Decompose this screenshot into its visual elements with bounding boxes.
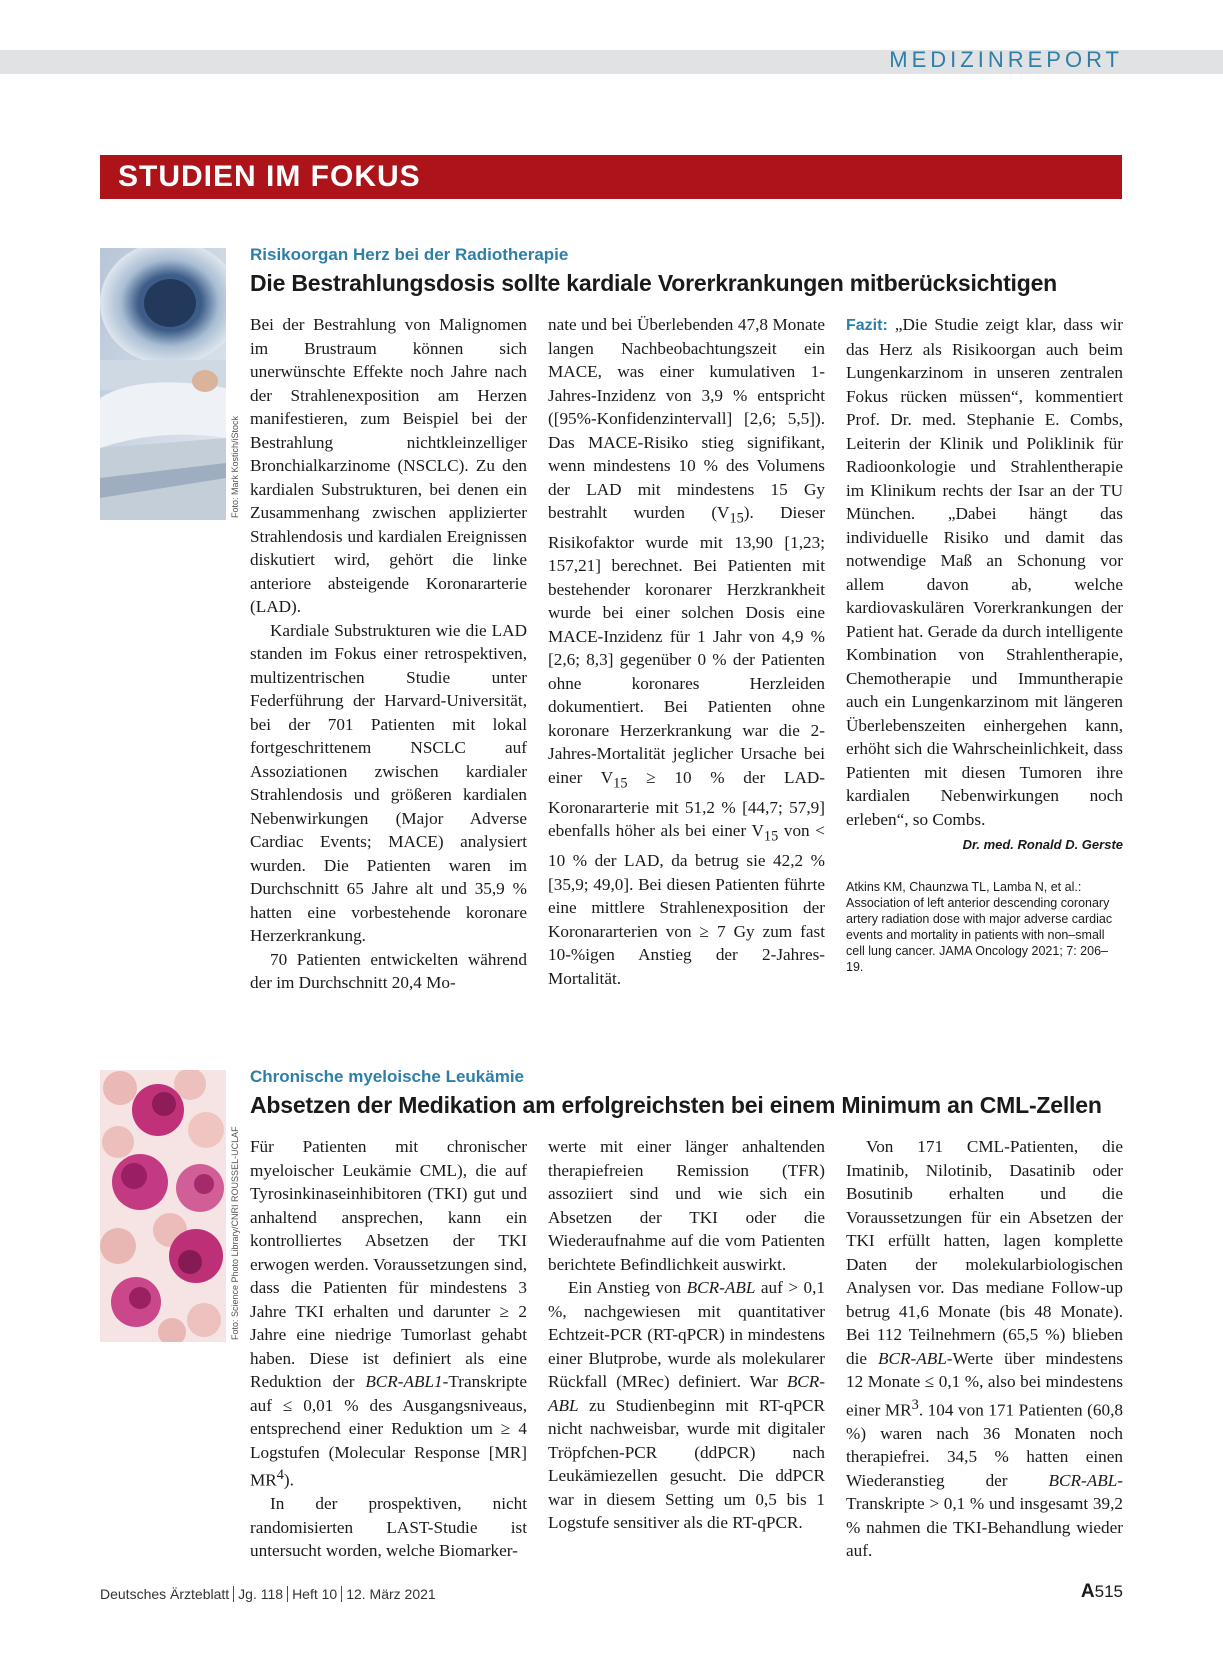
gene-name: BCR-ABL [686, 1278, 756, 1297]
text-run: Von 171 CML-Patienten, die Imatinib, Nilotinib, Dasatinib oder Bosutinib erhalten und die Voraussetzungen für ein Absetzen der TKI erfüllt hatten, lagen komplette Daten der molekularbiologischen Analysen vor. Das mediane Follow-up betrug 41,6 Monate (bis 48 Monate). Bei 112 Teilnehmern (65,5 %) blieben die [846, 1137, 1123, 1368]
text-run: zu Studienbeginn mit RT-qPCR nicht nachweisbar, wurde mit digitaler Tröpfchen-PCR (ddPCR) nach Leukämiezellen gesucht. Die ddPCR war in diesem Setting um 0,5 bis 1 Logstufe sensitiver als die RT-qPCR. [548, 1395, 825, 1532]
divider [233, 1586, 234, 1602]
text-run: ≥ 10 % der LAD-Koronararterie mit 51,2 % [44,7; 57,9] ebenfalls höher als bei einer V [548, 767, 825, 841]
subscript: 15 [613, 775, 628, 792]
gene-name: BCR-ABL [548, 1372, 825, 1415]
text-run: Für Patienten mit chronischer myeloischer Leukämie CML), die auf Tyrosinkinaseinhibitoren (TKI) gut und anhaltend ansprechen, kann ein kontrolliertes Absetzen der TKI erwogen werden. Voraussetzungen sind, dass die Patienten für mindestens 3 Jahre TKI erhalten und darunter ≥ 2 Jahre eine niedrige Tumorlast gehabt haben. Diese ist definiert als eine Reduktion der [250, 1137, 527, 1391]
text-run: ). [283, 1470, 294, 1490]
page-prefix: A [1080, 1581, 1095, 1602]
article2-kicker: Chronische myeloische Leukämie [250, 1067, 524, 1086]
volume: Jg. 118 [238, 1586, 284, 1602]
article2-column-1 [250, 1135, 527, 1563]
superscript: 4 [276, 1467, 284, 1483]
divider [287, 1586, 288, 1602]
text-run: Ein Anstieg von [568, 1278, 687, 1297]
fazit-paragraph [846, 313, 1123, 831]
gene-name: BCR-ABL [878, 1348, 947, 1368]
radiotherapy-photo [100, 248, 226, 520]
banner-title: STUDIEN IM FOKUS [118, 160, 421, 193]
paragraph [548, 1276, 825, 1535]
radiotherapy-illustration [100, 248, 226, 520]
photo-credit: Foto: Mark Kostich/iStock [230, 415, 240, 518]
text-run: -Transkripte auf ≤ 0,01 % des Ausgangsniveaus, entsprechend einer Reduktion um ≥ 4 Logstufen (Molecular Response [MR] MR [250, 1372, 527, 1490]
paragraph: werte mit einer länger anhaltenden therapiefreien Remission (TFR) assoziiert sind und wie sich ein Absetzen der TKI oder die Wiederaufnahme auf die vom Patienten berichtete Befindlichkeit auswirkt. [548, 1137, 825, 1274]
page-number [1081, 1581, 1123, 1603]
divider [341, 1586, 342, 1602]
text-run: auf > 0,1 %, nachgewiesen mit quantitativer Echtzeit-PCR (RT-qPCR) in mindestens einer Blutprobe, wurde als molekularer Rückfall (MRec) definiert. War [548, 1278, 826, 1391]
article2-column-2 [548, 1135, 825, 1535]
paragraph: In der prospektiven, nicht randomisierten LAST-Studie ist untersucht worden, welche Biomarker- [250, 1494, 527, 1561]
paragraph [548, 313, 825, 990]
text-run: -Transkripte > 0,1 % und insgesamt 39,2 % nahmen die TKI-Behandlung wieder auf. [846, 1470, 1123, 1561]
subscript: 15 [763, 828, 779, 845]
text-run: von < 10 % der LAD, da betrug sie 42,2 % [35,9; 49,0]. Bei diesen Patienten führte eine mittlere Strahlenexposition der Koronararterien von ≥ 7 Gy zum fast 10-%igen Anstieg der 2-Jahres-Mortalität. [548, 821, 825, 988]
paragraph: Bei der Bestrahlung von Malignomen im Brustraum können sich unerwünschte Effekte noch Jahre nach der Strahlenexposition am Herzen manifestieren, zum Beispiel bei der Bestrahlung nichtkleinzelliger Bronchialkarzinome (NSCLC). Zu den kardialen Substrukturen, bei denen ein Zusammenhang zwischen applizierter Strahlendosis und kardialen Ereignissen diskutiert wird, gehört die linke anteriore absteigende Koronararterie (LAD). [250, 315, 527, 616]
text-run: ). Dieser Risikofaktor wurde mit 13,90 [1,23; 157,21] berechnet. Bei Patienten mit bestehender koronarer Herzkrankheit wurde bei einer solchen Dosis eine MACE-Inzidenz für 1 Jahr von 4,9 % [2,6; 8,3] gegenüber 0 % der Patienten ohne koronares Herzleiden dokumentiert. Bei Patienten ohne koronare Herzerkrankung war die 2-Jahres-Mortalität jeglicher Ursache bei einer V [548, 503, 825, 787]
fazit-label: Fazit: [846, 317, 888, 334]
article1-column-1 [250, 313, 527, 995]
article1-column-3 [846, 313, 1123, 975]
article1-column-2 [548, 313, 825, 990]
gene-name: BCR-ABL1 [365, 1372, 443, 1391]
banner [100, 155, 1122, 199]
paragraph [250, 1135, 527, 1492]
issue-date: 12. März 2021 [346, 1586, 436, 1602]
subscript: 15 [729, 510, 744, 527]
issue: Heft 10 [292, 1586, 338, 1602]
article2-headline: Absetzen der Medikation am erfolgreichsten bei einem Minimum an CML-Zellen [250, 1092, 1102, 1118]
superscript: 3 [911, 1396, 919, 1413]
section-label: MEDIZINREPORT [889, 47, 1123, 72]
reference: Atkins KM, Chaunzwa TL, Lamba N, et al.: Association of left anterior descending coronary artery radiation dose with major adverse cardiac events and mortality in patients with non–small cell lung cancer. JAMA Oncology 2021; 7: 206–19. [846, 879, 1113, 974]
page-number-value: 515 [1094, 1582, 1123, 1601]
article1-kicker: Risikoorgan Herz bei der Radiotherapie [250, 245, 569, 264]
text-run: „Die Studie zeigt klar, dass wir das Herz als Risikoorgan auch beim Lungenkarzinom in unseren zentralen Fokus rücken müssen“, kommentiert Prof. Dr. med. Stephanie E. Combs, Leiterin der Klinik und Poliklinik für Radioonkologie und Strahlentherapie im Klinikum rechts der Isar an der TU München. „Dabei hängt das individuelle Risiko und damit das notwendige Maß an Schonung vor allem davon ab, welche kardiovaskulären Vorerkrankungen der Patient hat. Gerade da durch intelligente Kombination von Strahlentherapie, Chemotherapie und Immuntherapie auch ein Lungenkarzinom mit längeren Überlebenszeiten einhergehen kann, erhöht sich die Wahrscheinlichkeit, dass Patienten mit diesen Tumoren ihre kardialen Nebenwirkungen noch erleben“, so Combs. [846, 315, 1123, 829]
paragraph: Kardiale Substrukturen wie die LAD standen im Fokus einer retrospektiven, multizentrischen Studie unter Federführung der Harvard-Universität, bei der 701 Patienten mit lokal fortgeschrittenem NSCLC auf Assoziationen zwischen kardialer Strahlendosis und größeren kardialen Nebenwirkungen (Major Adverse Cardiac Events; MACE) analysiert wurden. Die Patienten waren im Durchschnitt 65 Jahre alt und 35,9 % hatten eine vorbestehende koronare Herzerkrankung. [250, 620, 527, 945]
gene-name: BCR-ABL [1048, 1470, 1118, 1490]
text-run: . 104 von 171 Patienten (60,8 %) waren nach 36 Monaten noch therapiefrei. 34,5 % hatten einen Wiederanstieg der [846, 1400, 1123, 1490]
blood-cells-illustration [100, 1070, 226, 1342]
paragraph: 70 Patienten entwickelten während der im Durchschnitt 20,4 Mo- [250, 949, 527, 992]
article2-column-3 [846, 1135, 1123, 1563]
journal-name: Deutsches Ärzteblatt [100, 1586, 230, 1602]
article1-headline: Die Bestrahlungsdosis sollte kardiale Vorerkrankungen mitberücksichtigen [250, 270, 1058, 296]
text-run: nate und bei Überlebenden 47,8 Monate langen Nachbeobachtungszeit ein MACE, was einer kumulativen 1-Jahres-Inzidenz von 3,9 % entspricht ([95%-Konfidenzintervall] [2,6; 5,5]). Das MACE-Risiko stieg signifikant, wenn mindestens 10 % des Volumens der LAD mit mindestens 15 Gy bestrahlt wurden (V [548, 315, 825, 522]
photo-credit: Foto: Science Photo Library/CNRI ROUSSEL-UCLAF [230, 1126, 240, 1340]
text-run: -Werte über mindestens 12 Monate ≤ 0,1 %, also bei mindestens einer MR [846, 1348, 1123, 1420]
author: Dr. med. Ronald D. Gerste [962, 837, 1123, 852]
footer-citation [100, 1586, 436, 1602]
paragraph [846, 1135, 1123, 1563]
leukemia-cells-photo [100, 1070, 226, 1342]
